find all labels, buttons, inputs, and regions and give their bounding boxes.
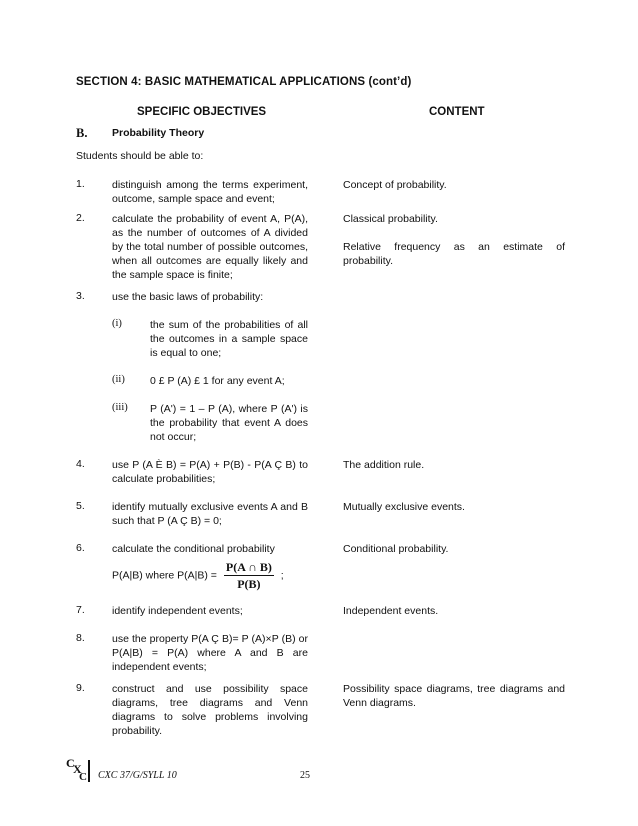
fraction-denominator: P(B) bbox=[237, 577, 261, 591]
content-text: Possibility space diagrams, tree diagrams and Venn diagrams. bbox=[343, 683, 565, 709]
item-number: 6. bbox=[76, 542, 85, 554]
content-text: Relative frequency as an estimate of probability. bbox=[343, 241, 565, 267]
content-text: Conditional probability. bbox=[343, 543, 449, 555]
fraction-numerator: P(A ∩ B) bbox=[225, 560, 272, 574]
subsection-title: Probability Theory bbox=[112, 127, 205, 139]
item-number: 8. bbox=[76, 632, 85, 644]
intro-text: Students should be able to: bbox=[76, 150, 204, 162]
content-text: Independent events. bbox=[343, 605, 439, 617]
roman-numeral: (ii) bbox=[112, 374, 125, 385]
content-text: The addition rule. bbox=[343, 459, 425, 471]
section-title: SECTION 4: BASIC MATHEMATICAL APPLICATIONS (cont’d) bbox=[76, 76, 412, 88]
footer-divider bbox=[88, 760, 90, 782]
objective-text: use P (A È B) = P(A) + P(B) - P(A Ç B) to calculate probabilities; bbox=[112, 459, 308, 485]
objective-text: identify independent events; bbox=[112, 605, 243, 617]
item-number: 9. bbox=[76, 682, 85, 694]
objective-text: use the basic laws of probability: bbox=[112, 291, 264, 303]
formula-suffix: ; bbox=[280, 569, 284, 582]
objective-text: use the property P(A Ç B)= P (A)×P (B) or P(A|B) = P(A) where A and B are independent events; bbox=[112, 633, 308, 673]
content-text: Mutually exclusive events. bbox=[343, 501, 465, 513]
page-number: 25 bbox=[300, 770, 310, 781]
column-header-content: CONTENT bbox=[429, 106, 485, 118]
objective-text: identify mutually exclusive events A and B such that P (A Ç B) = 0; bbox=[112, 501, 308, 527]
objective-text bbox=[112, 542, 322, 591]
item-number: 5. bbox=[76, 500, 85, 512]
law-text: 0 £ P (A) £ 1 for any event A; bbox=[150, 375, 285, 387]
cxc-logo-icon bbox=[66, 756, 88, 782]
objective-text: construct and use possibility space diagrams, tree diagrams and Venn diagrams to solve problems involving probability. bbox=[112, 683, 308, 737]
cxc-logo bbox=[66, 756, 86, 785]
item-number: 1. bbox=[76, 178, 85, 190]
content-text: Classical probability. bbox=[343, 213, 438, 225]
formula-prefix: P(A|B) where P(A|B) = bbox=[112, 569, 217, 582]
law-text: P (A') = 1 – P (A), where P (A') is the probability that event A does not occur; bbox=[150, 403, 308, 443]
svg-text:X: X bbox=[73, 762, 82, 776]
formula-line bbox=[112, 560, 322, 591]
objective-line: calculate the conditional probability bbox=[112, 543, 275, 555]
objective-text: distinguish among the terms experiment, outcome, sample space and event; bbox=[112, 179, 308, 205]
column-header-objectives: SPECIFIC OBJECTIVES bbox=[137, 106, 267, 118]
roman-numeral: (i) bbox=[112, 318, 122, 329]
svg-text:C: C bbox=[66, 756, 75, 770]
subsection-letter: B. bbox=[76, 126, 88, 140]
item-number: 4. bbox=[76, 458, 85, 470]
item-number: 2. bbox=[76, 212, 85, 224]
law-text: the sum of the probabilities of all the outcomes in a sample space is equal to one; bbox=[150, 319, 308, 359]
syllabus-code: CXC 37/G/SYLL 10 bbox=[98, 770, 177, 781]
item-number: 3. bbox=[76, 290, 85, 302]
roman-numeral: (iii) bbox=[112, 402, 128, 413]
svg-text:C: C bbox=[79, 771, 87, 782]
content-text: Concept of probability. bbox=[343, 179, 447, 191]
item-number: 7. bbox=[76, 604, 85, 616]
objective-text: calculate the probability of event A, P(A), as the number of outcomes of A divided by the total number of possible outcomes, when all outcomes are equally likely and the sample space is finite; bbox=[112, 213, 308, 281]
conditional-probability-fraction bbox=[224, 560, 274, 591]
